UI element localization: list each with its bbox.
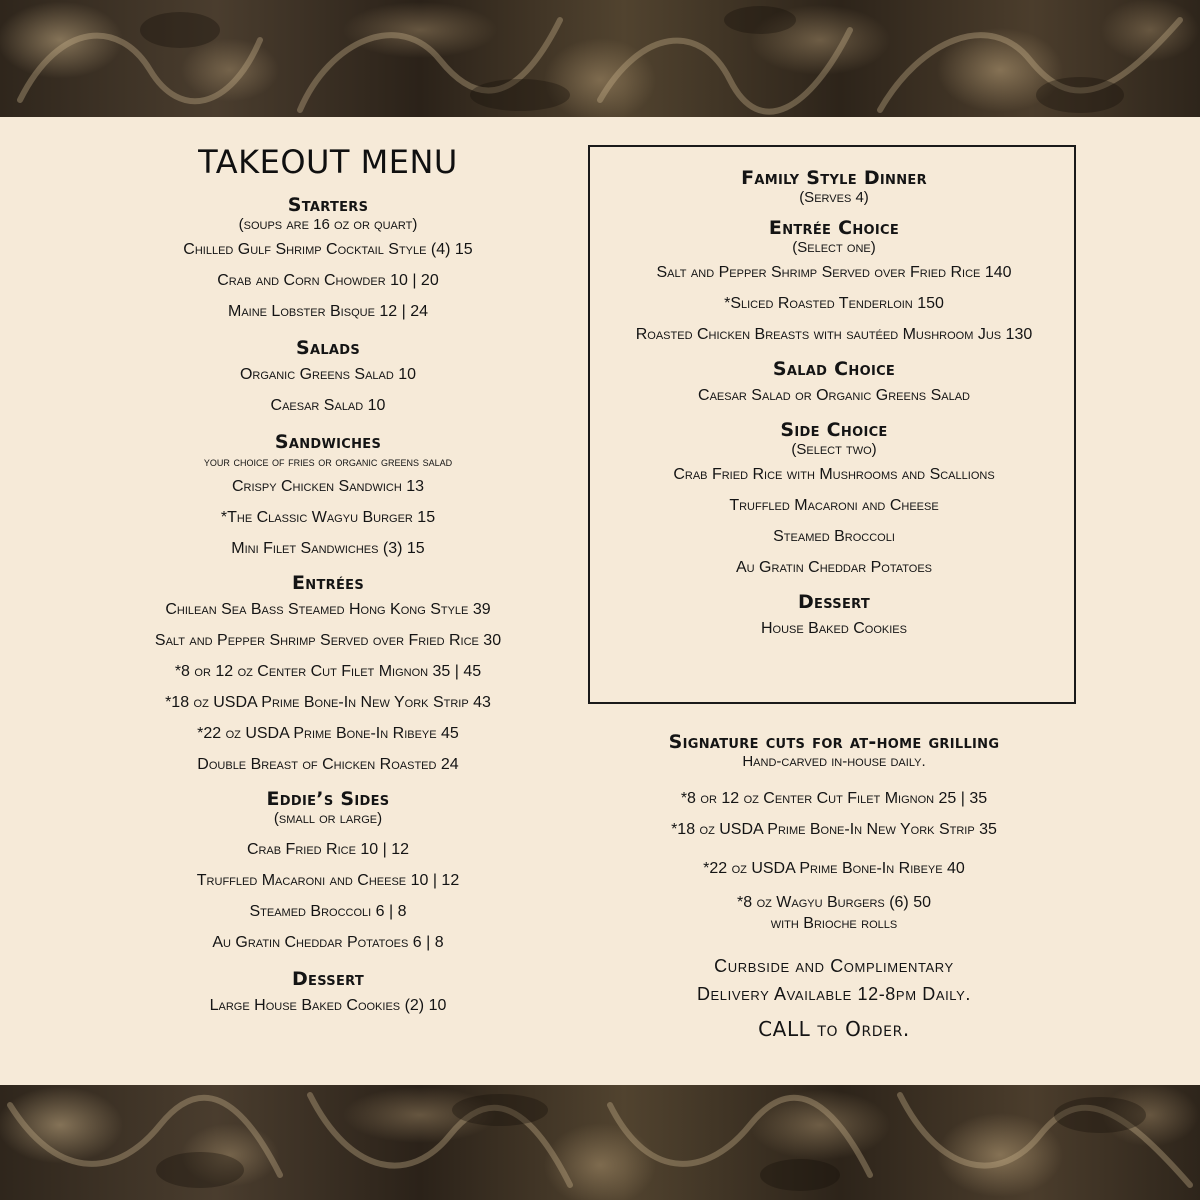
menu-item: Maine Lobster Bisque 12 | 24	[227, 303, 428, 320]
delivery-note: Curbside and Complimentary	[714, 956, 954, 976]
section-heading: Eddie’s Sides	[266, 788, 390, 810]
item-note: with Brioche rolls	[770, 915, 898, 932]
menu-item: Crispy Chicken Sandwich 13	[231, 478, 425, 495]
section-heading: Signature cuts for at-home grilling	[668, 731, 1000, 753]
entree-choice-section	[588, 217, 1080, 350]
menu-item: Steamed Broccoli 6 | 8	[249, 903, 407, 920]
starters-section	[118, 194, 538, 327]
section-heading: Starters	[287, 194, 369, 216]
menu-item: Large House Baked Cookies (2) 10	[209, 997, 447, 1014]
menu-item: *22 oz USDA Prime Bone-In Ribeye 40	[703, 860, 965, 877]
damask-pattern-icon	[0, 0, 1200, 117]
damask-border-top	[0, 0, 1200, 117]
menu-item: Crab Fried Rice with Mushrooms and Scallions	[673, 466, 995, 483]
section-heading: Side Choice	[780, 419, 888, 441]
signature-cuts-section	[588, 731, 1080, 1044]
section-heading: Entrées	[292, 572, 364, 594]
delivery-note: Delivery Available 12-8pm Daily.	[696, 984, 972, 1004]
menu-item: Caesar Salad or Organic Greens Salad	[698, 387, 970, 404]
section-note: (soups are 16 oz or quart)	[238, 216, 418, 233]
section-heading: Dessert	[291, 968, 365, 990]
section-note: Hand-carved in-house daily.	[742, 753, 926, 770]
section-note: (Serves 4)	[799, 189, 869, 206]
damask-pattern-icon	[0, 1085, 1200, 1200]
menu-item: Organic Greens Salad 10	[239, 366, 417, 383]
family-dessert-section	[588, 591, 1080, 644]
menu-item: Truffled Macaroni and Cheese 10 | 12	[196, 872, 460, 889]
menu-item: *8 oz Wagyu Burgers (6) 50	[737, 894, 931, 911]
section-note: (small or large)	[273, 810, 383, 827]
menu-item: Roasted Chicken Breasts with sautéed Mushroom Jus 130	[635, 326, 1033, 343]
menu-item: Crab and Corn Chowder 10 | 20	[217, 272, 439, 289]
section-note: your choice of fries or organic greens salad	[203, 454, 453, 469]
sides-section	[118, 788, 538, 958]
section-heading: Salad Choice	[772, 358, 896, 380]
menu-item: Chilled Gulf Shrimp Cocktail Style (4) 15	[183, 241, 473, 258]
section-heading: Entrée Choice	[768, 217, 900, 239]
call-to-order: CALL to Order.	[758, 1017, 910, 1041]
section-heading: Family Style Dinner	[741, 167, 927, 189]
page-title: TAKEOUT MENU	[198, 143, 458, 181]
dessert-section	[118, 968, 538, 1021]
menu-item: *8 or 12 oz Center Cut Filet Mignon 25 | 35	[680, 790, 988, 807]
menu-item: Salt and Pepper Shrimp Served over Fried Rice 30	[154, 632, 502, 649]
salad-choice-section	[588, 358, 1080, 411]
section-note: (Select two)	[791, 441, 877, 458]
family-style-header	[588, 167, 1080, 207]
damask-border-bottom	[0, 1085, 1200, 1200]
section-heading: Sandwiches	[274, 431, 382, 453]
menu-item: Truffled Macaroni and Cheese	[729, 497, 939, 514]
family-style-column	[588, 145, 1080, 644]
entrees-section	[118, 572, 538, 780]
menu-item: *8 or 12 oz Center Cut Filet Mignon 35 | 45	[174, 663, 482, 680]
menu-item: Au Gratin Cheddar Potatoes 6 | 8	[212, 934, 444, 951]
menu-item: *18 oz USDA Prime Bone-In New York Strip 35	[671, 821, 997, 838]
menu-item: *22 oz USDA Prime Bone-In Ribeye 45	[197, 725, 459, 742]
menu-item: Double Breast of Chicken Roasted 24	[197, 756, 459, 773]
sandwiches-section	[118, 431, 538, 564]
menu-item: Au Gratin Cheddar Potatoes	[736, 559, 932, 576]
salads-section	[118, 337, 538, 421]
menu-item: Crab Fried Rice 10 | 12	[246, 841, 410, 858]
menu-item: Chilean Sea Bass Steamed Hong Kong Style 39	[165, 601, 491, 618]
left-menu-column	[118, 140, 538, 1021]
menu-item: *The Classic Wagyu Burger 15	[220, 509, 436, 526]
menu-item: Salt and Pepper Shrimp Served over Fried Rice 140	[656, 264, 1012, 281]
menu-item: House Baked Cookies	[761, 620, 907, 637]
menu-item: *Sliced Roasted Tenderloin 150	[724, 295, 944, 312]
menu-item: Mini Filet Sandwiches (3) 15	[231, 540, 425, 557]
menu-item: Steamed Broccoli	[773, 528, 895, 545]
section-heading: Salads	[295, 337, 361, 359]
menu-item: Caesar Salad 10	[270, 397, 386, 414]
side-choice-section	[588, 419, 1080, 583]
menu-item: *18 oz USDA Prime Bone-In New York Strip 43	[165, 694, 491, 711]
section-note: (Select one)	[792, 239, 876, 256]
section-heading: Dessert	[797, 591, 871, 613]
